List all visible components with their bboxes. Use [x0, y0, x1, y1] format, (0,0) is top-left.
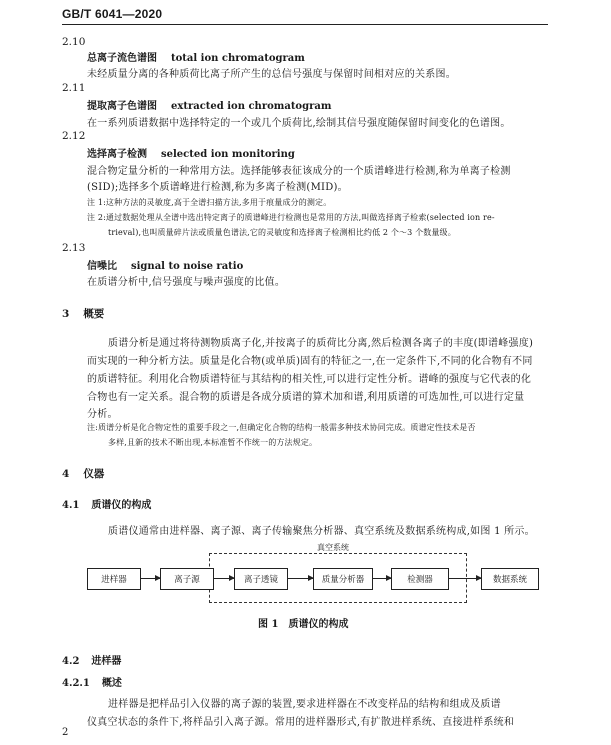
term-title [87, 97, 331, 112]
term-definition: 未经质量分离的各种质荷比离子所产生的总信号强度与保留时间相对应的关系图。 [87, 69, 456, 80]
flow-arrow [449, 578, 481, 579]
block-injector: 进样器 [87, 568, 141, 590]
subsection-heading [62, 674, 122, 689]
paragraph-line: 进样器是把样品引入仪器的离子源的装置,要求进样器在不改变样品的结构和组成及质谱 [108, 699, 501, 710]
block-ion-lens: 离子透镜 [234, 568, 288, 590]
term-title-zh: 信噪比 [87, 261, 117, 272]
paragraph-line: 合物也有一定关系。混合物的质谱是各成分质谱的算术加和谱,利用质谱的可选加性,可以进行定量 [87, 392, 525, 403]
term-title-en: selected ion monitoring [161, 149, 295, 160]
paragraph-line: 的质谱特征。利用化合物质谱特征与其结构的相关性,可以进行定性分析。谱峰的强度与它代表的化 [87, 374, 532, 385]
page-number: 2 [62, 727, 69, 738]
section-number: 4 [62, 468, 70, 480]
standard-number: GB/T 6041—2020 [62, 7, 163, 21]
term-definition-line: 混合物定量分析的一种常用方法。选择能够表征该成分的一个质谱峰进行检测,称为单离子检测 [87, 166, 511, 177]
term-title-zh: 总离子流色谱图 [87, 53, 157, 64]
term-title [87, 49, 305, 64]
note-line: 注 1:这种方法的灵敏度,高于全谱扫描方法,多用于痕量成分的测定。 [87, 198, 332, 207]
note-line: 多样,且新的技术不断出现,本标准暂不作统一的方法规定。 [108, 438, 318, 447]
paragraph-line: 分析。 [87, 409, 118, 420]
note-line: trieval),也叫质量碎片法或质量色谱法,它的灵敏度和选择离子检测相比约低 2 个～3 个数量级。 [108, 228, 456, 237]
term-definition: 在质谱分析中,信号强度与噪声强度的比值。 [87, 277, 286, 288]
subsection-number: 4.2.1 [62, 678, 90, 689]
subsection-number: 4.1 [62, 500, 80, 511]
note-line: 注:质谱分析是化合物定性的重要手段之一,但确定化合物的结构一般需多种技术协同完成。质谱定性技术是否 [87, 423, 476, 432]
term-number: 2.12 [62, 130, 86, 142]
paragraph-line: 质谱分析是通过将待测物质离子化,并按离子的质荷比分离,然后检测各离子的丰度(即谱峰强度) [108, 338, 534, 349]
block-detector: 检测器 [391, 568, 449, 590]
term-title [87, 145, 295, 160]
flow-arrow [373, 578, 391, 579]
vacuum-system-label: 真空系统 [317, 543, 349, 552]
flow-arrow [214, 578, 234, 579]
subsection-heading [62, 652, 121, 667]
section-title: 概要 [83, 308, 105, 320]
term-definition-line: (SID);选择多个质谱峰进行检测,称为多离子检测(MID)。 [87, 182, 348, 193]
figure-caption [258, 615, 348, 630]
term-number: 2.13 [62, 242, 86, 254]
section-title: 仪器 [83, 468, 105, 480]
paragraph-line: 仪真空状态的条件下,将样品引入离子源。常用的进样器形式,有扩散进样系统、直接进样系统和 [87, 717, 515, 728]
term-title-en: total ion chromatogram [171, 53, 305, 64]
block-ion-source: 离子源 [160, 568, 214, 590]
term-definition: 在一系列质谱数据中选择特定的一个或几个质荷比,绘制其信号强度随保留时间变化的色谱图。 [87, 118, 511, 129]
paragraph-line: 质谱仪通常由进样器、离子源、离子传输聚焦分析器、真空系统及数据系统构成,如图 1 所示。 [108, 526, 535, 537]
subsection-number: 4.2 [62, 656, 80, 667]
flow-arrow [141, 578, 160, 579]
header-rule [62, 24, 548, 25]
note-line: 注 2:通过数据处理从全谱中选出特定离子的质谱峰进行检测也是常用的方法,叫做选择离子检索(selected ion re- [87, 213, 495, 222]
term-title-en: extracted ion chromatogram [171, 101, 332, 112]
subsection-heading [62, 496, 151, 511]
figure-number: 图 1 [258, 619, 279, 630]
subsection-title: 概述 [101, 678, 122, 689]
subsection-title: 进样器 [91, 656, 122, 667]
term-title-en: signal to noise ratio [131, 261, 244, 272]
flow-arrow [288, 578, 313, 579]
section-heading [62, 466, 104, 481]
paragraph-line: 而实现的一种分析方法。质量是化合物(或单质)固有的特征之一,在一定条件下,不同的化合物有不同 [87, 356, 533, 367]
term-number: 2.10 [62, 36, 86, 48]
section-number: 3 [62, 308, 70, 320]
figure-title: 质谱仪的构成 [288, 619, 349, 630]
term-title-zh: 提取离子色谱图 [87, 101, 157, 112]
block-mass-analyzer: 质量分析器 [313, 568, 373, 590]
term-title-zh: 选择离子检测 [87, 149, 147, 160]
subsection-title: 质谱仪的构成 [91, 500, 152, 511]
term-title [87, 257, 243, 272]
term-number: 2.11 [62, 82, 86, 94]
block-data-system: 数据系统 [481, 568, 539, 590]
section-heading [62, 306, 104, 321]
